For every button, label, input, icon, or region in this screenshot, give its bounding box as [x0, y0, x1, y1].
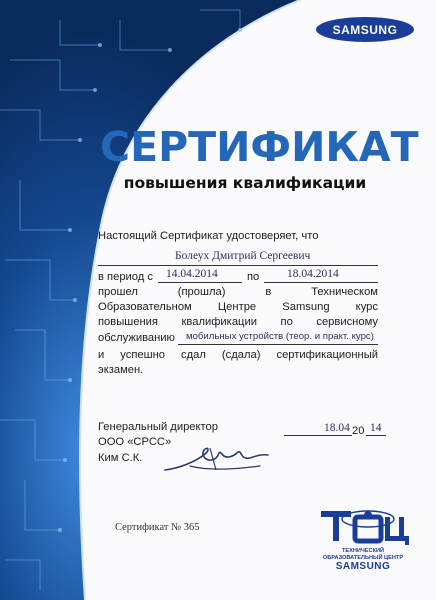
period-prefix: в период с [98, 271, 154, 283]
signatory-title: Генеральный директор [98, 421, 218, 433]
certificate-subtitle: повышения квалификации [123, 174, 367, 192]
period-to-date: 18.04.2014 [287, 268, 339, 280]
certificate-number-label [115, 522, 199, 533]
certificate-title: СЕРТИФИКАТ [100, 123, 419, 171]
sign-date-day-month: 18.04 [324, 422, 350, 434]
service-course: мобильных устройств (теор. и практ. курс) [186, 331, 374, 342]
handwritten-signature [160, 440, 275, 480]
cert-number-label-text: Сертификат № [115, 522, 182, 533]
body-line-3: повышения квалификации по сервисному [98, 316, 378, 328]
service-underline [178, 344, 378, 345]
cert-number-value: 365 [183, 522, 200, 533]
samsung-logo-text: SAMSUNG [332, 22, 398, 37]
recipient-underline [98, 265, 378, 266]
body-line-1: прошел (прошла) в Техническом [98, 286, 378, 298]
period-mid: по [247, 271, 260, 283]
closing-line-2: экзамен. [98, 364, 144, 376]
recipient-name: Болеух Дмитрий Сергеевич [175, 250, 311, 262]
sign-date-underline [284, 435, 352, 436]
seal-line-2: ОБРАЗОВАТЕЛЬНЫЙ ЦЕНТР [322, 554, 404, 561]
intro-text: Настоящий Сертификат удостоверяет, что [98, 230, 319, 242]
closing-line-1: и успешно сдал (сдала) сертификационный [98, 349, 378, 361]
period-to-underline [264, 282, 378, 283]
sign-date-century: 20 [352, 425, 365, 437]
signatory-name: Ким С.К. [98, 452, 143, 464]
signatory-company: ООО «СРСС» [98, 436, 172, 448]
period-from-underline [158, 282, 242, 283]
period-from-date: 14.04.2014 [166, 268, 218, 280]
sign-year-underline [366, 435, 386, 436]
seal-brand: SAMSUNG [335, 561, 391, 572]
seal-line-1: ТЕХНИЧЕСКИЙ [341, 548, 385, 554]
seal-caption [308, 548, 418, 561]
sign-date-year: 14 [370, 422, 382, 434]
service-prefix: обслуживанию [98, 332, 175, 344]
body-line-2: Образовательном Центре Samsung курс [98, 301, 378, 313]
samsung-logo [316, 17, 414, 42]
